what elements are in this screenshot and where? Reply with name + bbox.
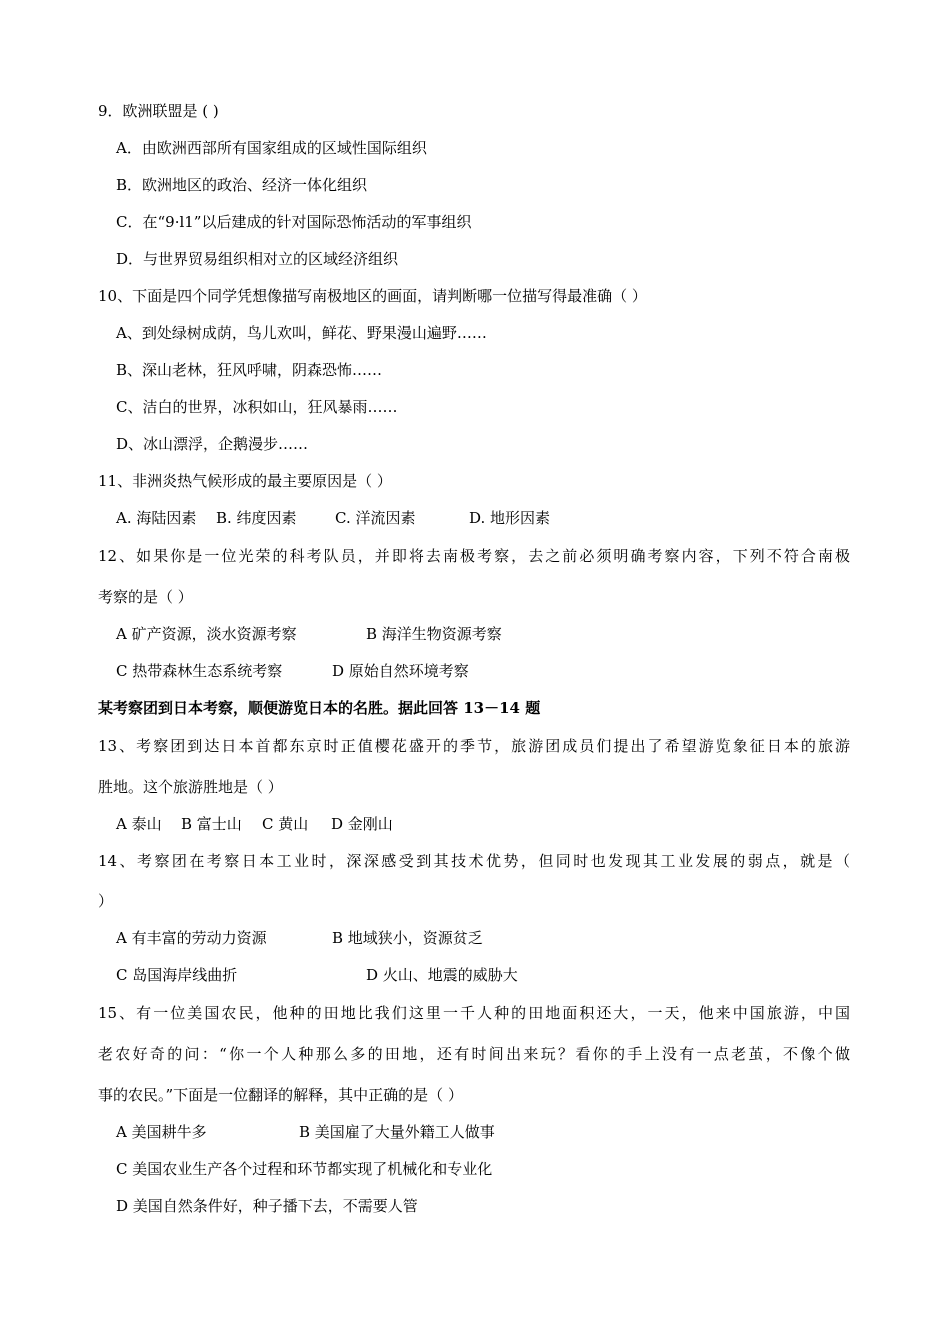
q9-option-a: A．由欧洲西部所有国家组成的区域性国际组织 [116, 139, 427, 157]
q9-option-b: B．欧洲地区的政治、经济一体化组织 [116, 176, 368, 194]
q11-option-a: A. 海陆因素 [116, 509, 197, 527]
q9-stem: 9．欧洲联盟是 ( ) [98, 102, 219, 120]
q13-option-b: B 富士山 [181, 815, 242, 833]
q12-option-a: A 矿产资源，淡水资源考察 [116, 625, 297, 643]
q15-stem-line1: 15、有一位美国农民，他种的田地比我们这里一千人种的田地面积还大，一天，他来中国旅游，中国 [98, 1004, 850, 1022]
q15-option-c: C 美国农业生产各个过程和环节都实现了机械化和专业化 [116, 1160, 493, 1178]
q11-stem: 11、非洲炎热气候形成的最主要原因是（ ） [98, 472, 392, 490]
q14-option-b: B 地域狭小，资源贫乏 [332, 929, 483, 947]
q13-option-d: D 金刚山 [331, 815, 393, 833]
q15-option-b: B 美国雇了大量外籍工人做事 [299, 1123, 495, 1141]
q14-option-d: D 火山、地震的威胁大 [366, 966, 518, 984]
q11-option-d: D. 地形因素 [469, 509, 551, 527]
q15-stem-line2: 老农好奇的问：“你一个人种那么多的田地，还有时间出来玩？看你的手上没有一点老茧，不像个做 [98, 1045, 850, 1063]
q14-option-a: A 有丰富的劳动力资源 [116, 929, 267, 947]
q10-option-b: B、深山老林，狂风呼啸，阴森恐怖…… [116, 361, 383, 379]
q10-option-c: C、洁白的世界，冰积如山，狂风暴雨…… [116, 398, 398, 416]
q10-option-a: A、到处绿树成荫，鸟儿欢叫，鲜花、野果漫山遍野…… [116, 324, 487, 342]
q13-option-a: A 泰山 [116, 815, 162, 833]
q13-option-c: C 黄山 [262, 815, 309, 833]
q15-stem-line3: 事的农民。”下面是一位翻译的解释，其中正确的是（ ） [98, 1086, 463, 1104]
q15-option-d: D 美国自然条件好，种子播下去，不需要人管 [116, 1197, 418, 1215]
q12-stem-line1: 12、如果你是一位光荣的科考队员，并即将去南极考察，去之前必须明确考察内容，下列不符合南极 [98, 547, 850, 565]
q9-option-c: C．在“9·l1”以后建成的针对国际恐怖活动的军事组织 [116, 213, 472, 231]
q12-stem-line2: 考察的是（ ） [98, 588, 193, 606]
q14-stem-line2: ） [98, 892, 114, 910]
section-intro: 某考察团到日本考察，顺便游览日本的名胜。据此回答 13－14 题 [98, 699, 541, 717]
q14-stem-line1: 14、考察团在考察日本工业时，深深感受到其技术优势，但同时也发现其工业发展的弱点，就是（ [98, 852, 850, 870]
q12-option-c: C 热带森林生态系统考察 [116, 662, 283, 680]
q10-option-d: D、冰山漂浮，企鹅漫步…… [116, 435, 309, 453]
q12-option-d: D 原始自然环境考察 [332, 662, 469, 680]
q11-option-b: B. 纬度因素 [216, 509, 297, 527]
q13-stem-line2: 胜地。这个旅游胜地是（ ） [98, 778, 283, 796]
q14-option-c: C 岛国海岸线曲折 [116, 966, 238, 984]
q12-option-b: B 海洋生物资源考察 [366, 625, 502, 643]
q10-stem: 10、下面是四个同学凭想像描写南极地区的画面，请判断哪一位描写得最准确（ ） [98, 287, 647, 305]
q9-option-d: D．与世界贸易组织相对立的区域经济组织 [116, 250, 399, 268]
q11-option-c: C. 洋流因素 [335, 509, 416, 527]
q13-stem-line1: 13、考察团到达日本首都东京时正值樱花盛开的季节，旅游团成员们提出了希望游览象征日本的旅游 [98, 737, 850, 755]
q15-option-a: A 美国耕牛多 [116, 1123, 207, 1141]
